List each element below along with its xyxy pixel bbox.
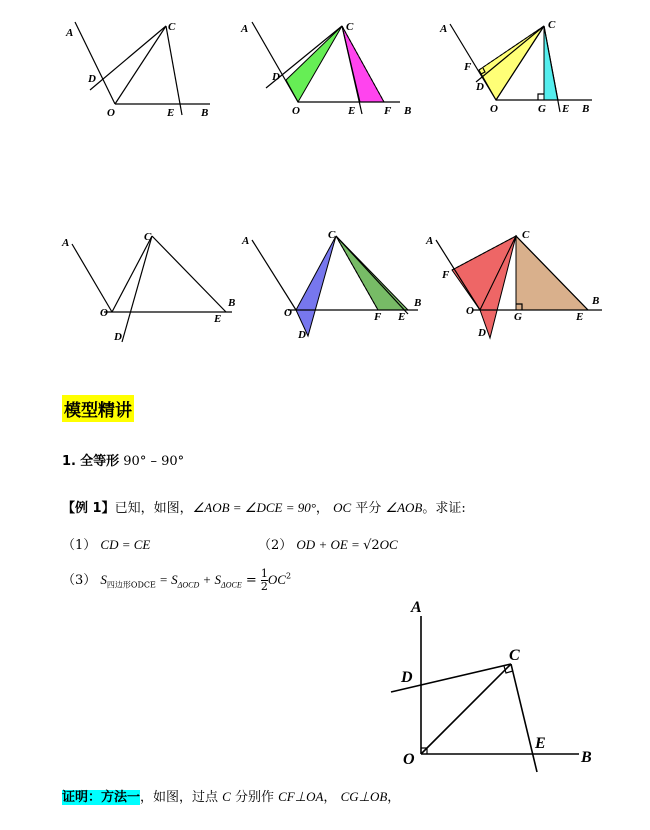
label-a: A: [242, 235, 250, 247]
claim-3-eq: = S: [155, 572, 178, 587]
claim-3-s1: S: [100, 572, 107, 587]
claim-3-exp: 2: [285, 571, 292, 581]
label-d: D: [401, 669, 413, 686]
fraction-denominator: 2: [260, 580, 268, 593]
claim-3-plus: + S: [199, 572, 222, 587]
example-suffix: 。求证:: [422, 501, 466, 516]
claim-2-number: （2）: [258, 538, 293, 553]
label-o: O: [403, 751, 415, 768]
label-b: B: [581, 749, 592, 766]
claim-2-text-b: OC: [379, 537, 398, 552]
label-c: C: [548, 19, 556, 31]
figure-top-1: [60, 14, 220, 124]
example-condition2-a: OC: [333, 500, 352, 515]
figure-bottom-2: [240, 226, 430, 346]
label-c: C: [522, 229, 530, 241]
label-e: E: [535, 735, 546, 752]
label-f: F: [442, 269, 450, 281]
label-d: D: [272, 71, 280, 83]
label-e: E: [348, 105, 356, 117]
proof-text-2: 分别作: [234, 790, 274, 805]
fraction-numerator: 1: [260, 567, 268, 580]
proof-perp-2: CG⊥OB: [340, 789, 388, 804]
claim-2: [258, 534, 398, 553]
claim-3-fraction: [261, 568, 268, 593]
example-condition2-c: ∠AOB: [385, 500, 423, 515]
label-e: E: [562, 103, 570, 115]
claim-3-number: （3）: [62, 573, 97, 588]
claim-3: [62, 568, 291, 593]
label-a: A: [66, 27, 74, 39]
label-o: O: [284, 307, 292, 319]
label-e: E: [398, 311, 406, 323]
example-statement: [62, 497, 466, 516]
subheading-title: 全等形: [80, 454, 120, 469]
label-d: D: [114, 331, 122, 343]
label-c: C: [144, 231, 152, 243]
label-b: B: [414, 297, 422, 309]
proof-text-1: ，如图，过点: [140, 790, 219, 805]
figure-main: [385, 596, 615, 776]
figure-top-2: [238, 14, 418, 124]
claim-2-sqrt: √2: [363, 538, 380, 553]
label-b: B: [201, 107, 209, 119]
label-f: F: [464, 61, 472, 73]
claim-1-number: （1）: [62, 538, 97, 553]
claim-2-text-a: OD + OE =: [296, 537, 364, 552]
label-a: A: [426, 235, 434, 247]
example-prefix: 已知，如图，: [114, 501, 193, 516]
label-b: B: [582, 103, 590, 115]
label-a: A: [62, 237, 70, 249]
label-d: D: [298, 329, 306, 341]
label-d: D: [88, 73, 96, 85]
label-o: O: [466, 305, 474, 317]
proof-perp-1: CF⊥OA: [278, 789, 324, 804]
example-sep: ，: [315, 501, 329, 516]
label-c: C: [328, 229, 336, 241]
claim-3-s1-sub: 四边形ODCE: [106, 580, 156, 590]
label-c: C: [168, 21, 176, 33]
example-condition1: ∠AOB = ∠DCE = 90°: [192, 500, 316, 515]
claim-3-s2-sub: ΔOCD: [177, 580, 200, 590]
figure-top-3: [436, 14, 606, 124]
proof-point: C: [222, 789, 231, 804]
label-a: A: [411, 599, 422, 616]
proof-text-3: ，: [323, 790, 337, 805]
claim-3-s3-sub: ΔOCE: [221, 580, 242, 590]
label-b: B: [228, 297, 236, 309]
label-e: E: [576, 311, 584, 323]
label-b: B: [404, 105, 412, 117]
figure-bottom-1: [60, 228, 250, 348]
label-o: O: [490, 103, 498, 115]
label-a: A: [440, 23, 448, 35]
label-g: G: [514, 311, 522, 323]
label-f: F: [374, 311, 382, 323]
proof-text-4: ，: [387, 790, 401, 805]
example-tag: 【例 1】: [62, 501, 115, 516]
claim-3-tail: OC: [267, 572, 286, 587]
label-e: E: [214, 313, 222, 325]
label-o: O: [100, 307, 108, 319]
subheading-math: 90° – 90°: [123, 454, 185, 469]
claim-1-text: CD = CE: [100, 537, 151, 552]
label-o: O: [292, 105, 300, 117]
figure-bottom-3: [424, 226, 614, 346]
proof-highlight: 证明：方法一: [62, 790, 141, 805]
label-g: G: [538, 103, 546, 115]
section-heading: 模型精讲: [62, 395, 134, 422]
example-condition2-b: 平分: [355, 501, 382, 516]
label-d: D: [476, 81, 484, 93]
label-c: C: [509, 647, 520, 664]
claim-3-eq2: =: [241, 573, 261, 588]
model-subheading: [62, 450, 184, 469]
label-b: B: [592, 295, 600, 307]
label-d: D: [478, 327, 486, 339]
proof-line: [62, 786, 400, 805]
label-o: O: [107, 107, 115, 119]
label-f: F: [384, 105, 392, 117]
claim-1: [62, 534, 150, 553]
subheading-number: 1.: [62, 454, 76, 469]
label-a: A: [241, 23, 249, 35]
label-c: C: [346, 21, 354, 33]
label-e: E: [167, 107, 175, 119]
